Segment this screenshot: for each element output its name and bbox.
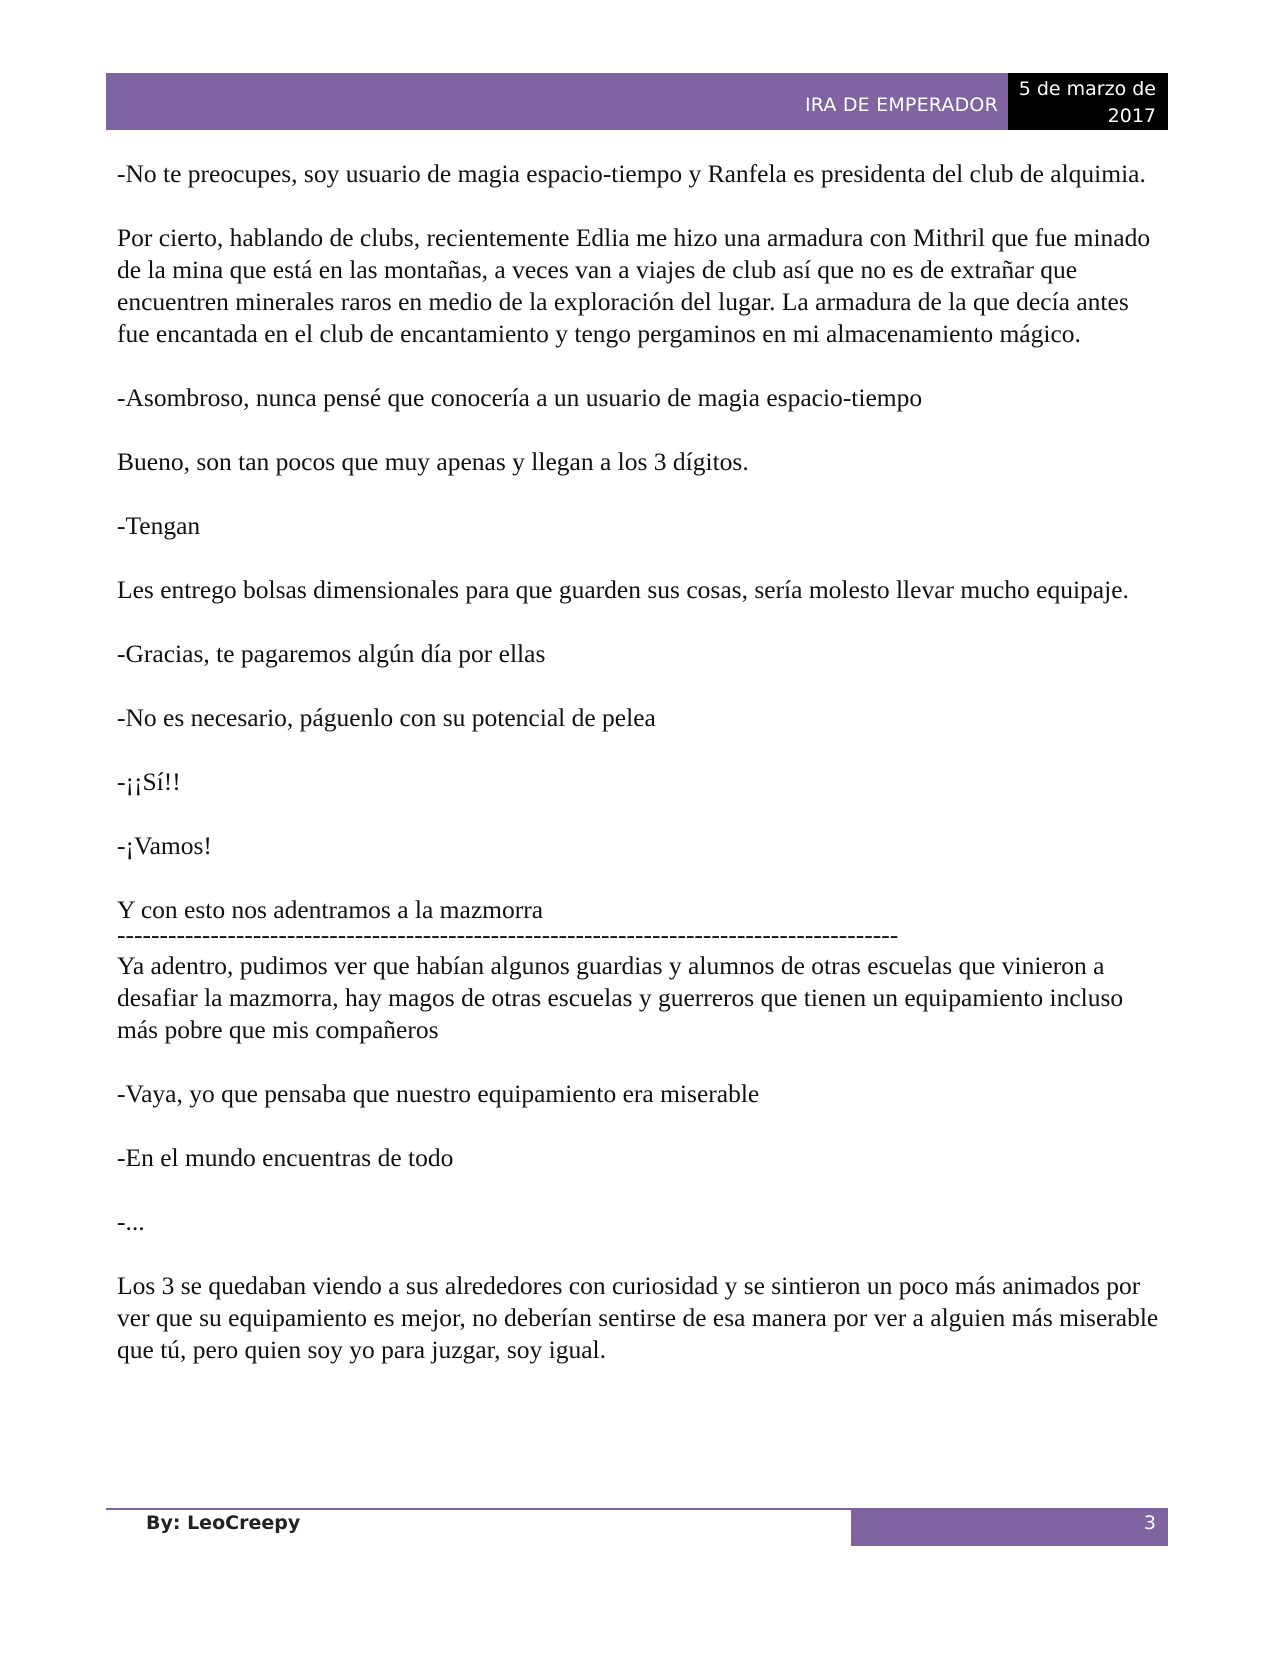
- paragraph: Y con esto nos adentramos a la mazmorra: [117, 895, 544, 924]
- footer-rule: [106, 1508, 851, 1510]
- paragraph: -¡¡Sí!!: [117, 767, 181, 796]
- paragraph: Por cierto, hablando de clubs, recientemente Edlia me hizo una armadura con Mithril que fue minado de la mina que está en las montañas, a veces van a viajes de club así que no es de extrañar que encuentren minerales raros en medio de la exploración del lugar. La armadura de la que decía antes fue encantada en el club de encantamiento y tengo pergaminos en mi almacenamiento mágico.: [117, 223, 1151, 348]
- paragraph: -¡Vamos!: [117, 831, 212, 860]
- header-title: IRA DE EMPERADOR: [804, 94, 998, 116]
- paragraph: -Gracias, te pagaremos algún día por ellas: [117, 639, 546, 668]
- paragraph: -No es necesario, páguenlo con su potencial de pelea: [117, 703, 656, 732]
- paragraph: -...: [117, 1207, 145, 1236]
- paragraph: -En el mundo encuentras de todo: [117, 1143, 454, 1172]
- paragraph: -No te preocupes, soy usuario de magia espacio-tiempo y Ranfela es presidenta del club de alquimia.: [117, 159, 1146, 188]
- paragraph: -Asombroso, nunca pensé que conocería a un usuario de magia espacio-tiempo: [117, 383, 923, 412]
- paragraph: -Tengan: [117, 511, 201, 540]
- paragraph: Les entrego bolsas dimensionales para que guarden sus cosas, sería molesto llevar mucho equipaje.: [117, 575, 1129, 604]
- page-header: [106, 73, 1168, 130]
- section-separator: --------------------------------------------------------------------------------------------: [117, 926, 899, 944]
- page-number: 3: [1143, 1512, 1156, 1534]
- paragraph: Los 3 se quedaban viendo a sus alrededores con curiosidad y se sintieron un poco más animados por ver que su equipamiento es mejor, no deberían sentirse de esa manera por ver a alguien más miserable que tú, pero quien soy yo para juzgar, soy igual.: [117, 1271, 1159, 1364]
- document-body: [117, 158, 1162, 1366]
- paragraph: Bueno, son tan pocos que muy apenas y llegan a los 3 dígitos.: [117, 447, 749, 476]
- footer-author: By: LeoCreepy: [146, 1512, 301, 1534]
- header-date-line2: 2017: [1107, 105, 1156, 127]
- header-date-line1: 5 de marzo de: [1018, 78, 1156, 100]
- header-date: [1008, 73, 1168, 130]
- paragraph: -Vaya, yo que pensaba que nuestro equipamiento era miserable: [117, 1079, 760, 1108]
- footer-page-box: [851, 1508, 1168, 1546]
- paragraph: Ya adentro, pudimos ver que habían algunos guardias y alumnos de otras escuelas que vinieron a desafiar la mazmorra, hay magos de otras escuelas y guerreros que tienen un equipamiento incluso más pobre que mis compañeros: [117, 951, 1124, 1044]
